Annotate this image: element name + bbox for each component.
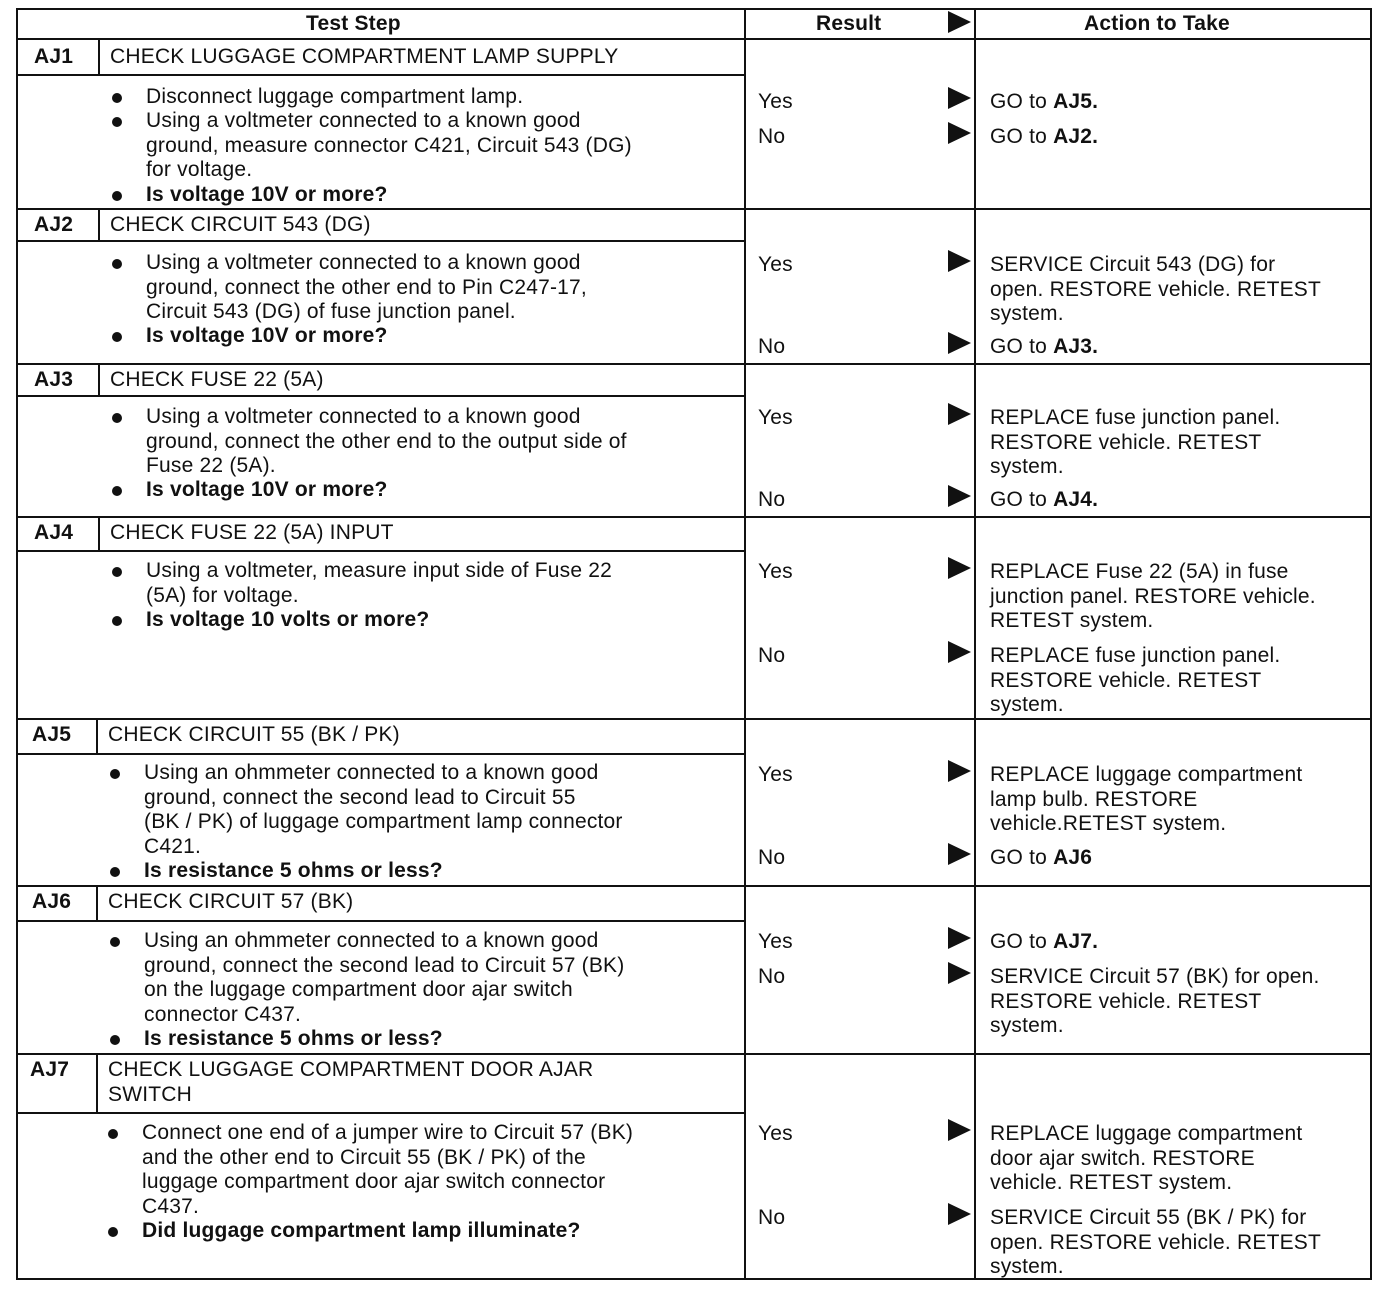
bullet-text: for voltage. — [146, 158, 253, 181]
action-step-ref: AJ7. — [1053, 930, 1099, 953]
header-bottom-rule — [16, 38, 1372, 40]
action-text: REPLACE fuse junction panel. — [990, 644, 1281, 667]
bullet-text: Using an ohmmeter connected to a known good — [144, 761, 599, 784]
step-id: AJ6 — [32, 890, 72, 913]
result-yes: Yes — [758, 406, 793, 429]
action-text: system. — [990, 455, 1064, 478]
column-divider-action — [974, 8, 976, 1280]
column-divider-result — [744, 8, 746, 1280]
action-text: system. — [990, 1255, 1064, 1278]
bullet-text: Is resistance 5 ohms or less? — [144, 1027, 443, 1050]
bullet-text: Connect one end of a jumper wire to Circuit 57 (BK) — [142, 1121, 634, 1144]
bullet-text: Is voltage 10V or more? — [146, 183, 388, 206]
bullet-text: ground, connect the other end to the output side of — [146, 429, 627, 453]
bullet-dot-icon — [112, 332, 122, 342]
action-text: system. — [990, 1014, 1064, 1037]
result-arrow-icon — [948, 843, 971, 865]
step-title: CHECK CIRCUIT 55 (BK / PK) — [108, 723, 400, 746]
bullet-text: Using a voltmeter, measure input side of Fuse 22 — [146, 559, 613, 582]
result-no: No — [758, 1206, 786, 1229]
bullet-text: Did luggage compartment lamp illuminate? — [142, 1219, 581, 1242]
result-arrow-icon — [948, 962, 971, 984]
title-rule — [16, 74, 746, 76]
result-arrow-icon — [948, 1203, 971, 1225]
bullet-dot-icon — [112, 486, 122, 496]
id-divider — [98, 208, 100, 240]
action-text: SERVICE Circuit 57 (BK) for open. — [990, 965, 1320, 988]
bullet-text: (5A) for voltage. — [146, 583, 299, 607]
result-arrow-icon — [948, 760, 971, 782]
bullet-text: Is voltage 10V or more? — [146, 478, 388, 501]
header-result: Result — [816, 12, 882, 35]
id-divider — [96, 1053, 98, 1112]
bullet-dot-icon — [112, 93, 122, 103]
bullet-dot-icon — [110, 1035, 120, 1045]
result-arrow-icon — [948, 485, 971, 507]
result-arrow-icon — [948, 250, 971, 272]
title-rule — [16, 550, 746, 552]
result-arrow-icon — [948, 332, 971, 354]
step-separator — [16, 718, 1372, 720]
action-text: GO to AJ5. — [990, 90, 1099, 113]
header-test-step: Test Step — [306, 12, 401, 35]
step-id: AJ3 — [34, 368, 74, 391]
step-id: AJ7 — [30, 1058, 70, 1081]
bullet-text: ground, measure connector C421, Circuit 543 (DG) — [146, 133, 632, 157]
action-text: GO to AJ3. — [990, 335, 1099, 358]
id-divider — [96, 718, 98, 753]
id-divider — [98, 516, 100, 550]
table-border-top — [16, 8, 1372, 10]
id-divider — [96, 885, 98, 920]
step-separator — [16, 363, 1372, 365]
action-text: REPLACE fuse junction panel. — [990, 406, 1281, 429]
step-id: AJ5 — [32, 723, 72, 746]
action-text: GO to AJ2. — [990, 125, 1099, 148]
bullet-text: Using a voltmeter connected to a known good — [146, 109, 581, 132]
action-text: system. — [990, 693, 1064, 716]
step-separator — [16, 516, 1372, 518]
title-rule — [16, 753, 746, 755]
action-text: REPLACE luggage compartment — [990, 763, 1303, 786]
action-text: SERVICE Circuit 55 (BK / PK) for — [990, 1206, 1307, 1229]
action-step-ref: AJ4. — [1053, 488, 1099, 511]
result-yes: Yes — [758, 90, 793, 113]
action-text: door ajar switch. RESTORE — [990, 1146, 1255, 1170]
step-separator — [16, 885, 1372, 887]
action-text: RETEST system. — [990, 609, 1154, 632]
bullet-dot-icon — [112, 616, 122, 626]
action-text: REPLACE Fuse 22 (5A) in fuse — [990, 560, 1289, 583]
result-no: No — [758, 965, 786, 988]
result-arrow-icon — [948, 1119, 971, 1141]
bullet-dot-icon — [108, 1129, 118, 1139]
result-no: No — [758, 488, 786, 511]
action-text: GO to AJ7. — [990, 930, 1099, 953]
action-step-ref: AJ2. — [1053, 125, 1099, 148]
bullet-text: Using a voltmeter connected to a known good — [146, 405, 581, 428]
bullet-text: C421. — [144, 834, 202, 858]
action-text: RESTORE vehicle. RETEST — [990, 430, 1262, 454]
bullet-text: Circuit 543 (DG) of fuse junction panel. — [146, 300, 516, 323]
step-id: AJ1 — [34, 45, 74, 68]
bullet-text: ground, connect the other end to Pin C247-17, — [146, 275, 587, 299]
action-step-ref: AJ5. — [1053, 90, 1099, 113]
table-border-left — [16, 8, 18, 1280]
step-id: AJ2 — [34, 213, 74, 236]
result-arrow-icon — [948, 641, 971, 663]
result-yes: Yes — [758, 253, 793, 276]
step-title: CHECK CIRCUIT 57 (BK) — [108, 890, 354, 913]
bullet-dot-icon — [110, 937, 120, 947]
result-no: No — [758, 644, 786, 667]
bullet-text: ground, connect the second lead to Circuit 57 (BK) — [144, 953, 625, 977]
bullet-text: on the luggage compartment door ajar switch — [144, 978, 573, 1001]
bullet-dot-icon — [112, 567, 122, 577]
result-no: No — [758, 335, 786, 358]
action-text: lamp bulb. RESTORE — [990, 787, 1198, 811]
result-arrow-icon — [948, 87, 971, 109]
result-yes: Yes — [758, 763, 793, 786]
action-text: system. — [990, 302, 1064, 325]
bullet-dot-icon — [112, 117, 122, 127]
bullet-dot-icon — [112, 259, 122, 269]
step-title: SWITCH — [108, 1082, 193, 1106]
bullet-text: (BK / PK) of luggage compartment lamp connector — [144, 810, 623, 833]
bullet-text: C437. — [142, 1194, 200, 1218]
bullet-text: Is voltage 10V or more? — [146, 324, 388, 347]
action-text: open. RESTORE vehicle. RETEST — [990, 277, 1322, 301]
step-title: CHECK LUGGAGE COMPARTMENT DOOR AJAR — [108, 1058, 594, 1081]
table-border-right — [1370, 8, 1372, 1280]
title-rule — [16, 240, 746, 242]
result-yes: Yes — [758, 560, 793, 583]
bullet-dot-icon — [110, 867, 120, 877]
action-text: SERVICE Circuit 543 (DG) for — [990, 253, 1276, 276]
title-rule — [16, 1112, 746, 1114]
result-yes: Yes — [758, 930, 793, 953]
step-separator — [16, 208, 1372, 210]
bullet-text: Using a voltmeter connected to a known good — [146, 251, 581, 274]
step-id: AJ4 — [34, 521, 74, 544]
action-text: junction panel. RESTORE vehicle. — [990, 584, 1316, 608]
id-divider — [98, 363, 100, 395]
header-action: Action to Take — [1084, 12, 1230, 35]
action-text: vehicle. RETEST system. — [990, 1171, 1233, 1194]
bullet-text: Fuse 22 (5A). — [146, 454, 276, 477]
step-separator — [16, 1053, 1372, 1055]
result-arrow-icon — [948, 557, 971, 579]
bullet-text: Is voltage 10 volts or more? — [146, 608, 430, 631]
bullet-text: Using an ohmmeter connected to a known good — [144, 929, 599, 952]
result-yes: Yes — [758, 1122, 793, 1145]
id-divider — [98, 40, 100, 74]
step-title: CHECK CIRCUIT 543 (DG) — [110, 213, 371, 236]
table-border-bottom — [16, 1278, 1372, 1280]
step-title: CHECK LUGGAGE COMPARTMENT LAMP SUPPLY — [110, 45, 619, 68]
bullet-text: Disconnect luggage compartment lamp. — [146, 85, 524, 108]
title-rule — [16, 920, 746, 922]
step-title: CHECK FUSE 22 (5A) INPUT — [110, 521, 394, 544]
bullet-text: and the other end to Circuit 55 (BK / PK) of the — [142, 1145, 586, 1169]
result-arrow-icon — [948, 927, 971, 949]
action-text: REPLACE luggage compartment — [990, 1122, 1303, 1145]
action-step-ref: AJ3. — [1053, 335, 1099, 358]
bullet-text: ground, connect the second lead to Circuit 55 — [144, 785, 576, 809]
action-text: vehicle.RETEST system. — [990, 812, 1227, 835]
action-text: GO to AJ6 — [990, 846, 1093, 869]
result-arrow-icon — [948, 122, 971, 144]
step-title: CHECK FUSE 22 (5A) — [110, 368, 324, 391]
result-no: No — [758, 846, 786, 869]
bullet-dot-icon — [110, 769, 120, 779]
action-text: open. RESTORE vehicle. RETEST — [990, 1230, 1322, 1254]
bullet-text: Is resistance 5 ohms or less? — [144, 859, 443, 882]
bullet-dot-icon — [108, 1227, 118, 1237]
action-text: RESTORE vehicle. RETEST — [990, 989, 1262, 1013]
action-text: GO to AJ4. — [990, 488, 1099, 511]
diagnostic-table — [16, 8, 1372, 1280]
action-step-ref: AJ6 — [1053, 846, 1093, 869]
action-text: RESTORE vehicle. RETEST — [990, 668, 1262, 692]
result-no: No — [758, 125, 786, 148]
header-arrow-icon — [948, 11, 971, 33]
title-rule — [16, 395, 746, 397]
bullet-text: luggage compartment door ajar switch connector — [142, 1170, 606, 1193]
bullet-dot-icon — [112, 191, 122, 201]
bullet-dot-icon — [112, 413, 122, 423]
bullet-text: connector C437. — [144, 1002, 302, 1026]
result-arrow-icon — [948, 403, 971, 425]
